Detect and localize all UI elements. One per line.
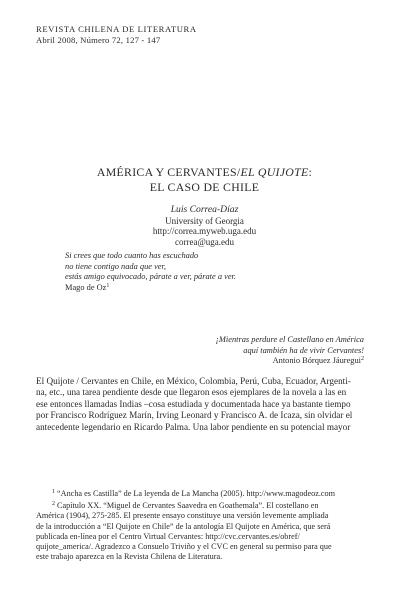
footnote-text: “Ancha es Castilla” de La leyenda de La Mancha (2005). http://www.magodeoz.com [57,489,336,498]
title-part-c: : [308,165,313,179]
epigraph-1-source: Mago de Oz [65,282,107,292]
title-part-b: EL QUIJOTE [240,165,309,179]
title-line-2: EL CASO DE CHILE [149,180,260,194]
body-line: na, etc., una tarea pendiente desde que llegaron esos ejemplares de la novela a las en [36,387,347,398]
footnote-ref-1: 1 [106,282,110,289]
body-line: por Francisco Rodríguez Marín, Irving Leonard y Francisco A. de Icaza, sin olvidar el [36,410,353,421]
journal-issue: Abril 2008, Número 72, 127 - 147 [36,34,161,45]
body-line: El Quijote / Cervantes en Chile, en México, Colombia, Perú, Cuba, Ecuador, Argenti- [36,376,351,386]
footnote-ref-2: 2 [361,356,364,362]
epigraph-2-line: ¡Mientras perdure el Castellano en América [215,335,364,344]
author-block [0,205,409,247]
author-url: http://correa.myweb.uga.edu [152,226,257,237]
body-line: ese entonces llamadas Indias –cosa estudiada y documentada hace ya bastante tiempo [36,398,351,409]
body-paragraph [36,376,373,433]
epigraph-1-line: estás amigo equivocado, párate a ver, párate a ver. [65,272,236,281]
author-affiliation: University of Georgia [165,215,244,226]
title-part-a: AMÉRICA Y CERVANTES/ [96,165,241,179]
journal-header [36,24,197,45]
epigraph-1-line: Si crees que todo cuanto has escuchado [65,251,199,260]
author-email: correa@uga.edu [174,236,234,247]
footnote-text: América (1904), 275-285. El presente ensayo constituye una versión levemente ampliada [36,511,329,521]
footnote-text: este trabajo aparezca en la Revista Chilena de Literatura. [36,552,223,562]
footnote-2 [36,501,374,562]
footnote-number: 2 [52,501,55,508]
epigraph-2-line: aquí también ha de vivir Cervantes! [243,345,364,355]
footnote-text: de la introducción a “El Quijote en Chile” de la antología El Quijote en América, que será [36,521,331,531]
epigraph-1-line: no tiene contigo nada que ver, [65,261,166,271]
epigraph-2-source: Antonio Bórquez Jáuregui [272,356,361,365]
journal-name: REVISTA CHILENA DE LITERATURA [36,24,197,34]
footnote-1 [36,489,374,499]
footnotes [36,489,374,564]
footnote-number: 1 [52,489,55,495]
epigraph-2 [216,335,364,367]
author-name: Luis Correa-Díaz [170,204,239,215]
footnote-text: Capítulo XX. “Miguel de Cervantes Saavedra en Goathemala”. El costellano en [57,501,319,511]
epigraph-1 [65,251,236,293]
article-title [0,165,409,195]
body-line: antecedente legendario en Ricardo Palma. Una labor pendiente en su potencial mayor [36,421,351,432]
footnote-text: quijote_america/. Agradezco a Consuelo Triviño y el CVC en general su permiso para que [36,542,332,552]
footnote-text: publicada en-línea por el Centro Virtual Cervantes: http://cvc.cervantes.es/obref/ [36,531,300,541]
